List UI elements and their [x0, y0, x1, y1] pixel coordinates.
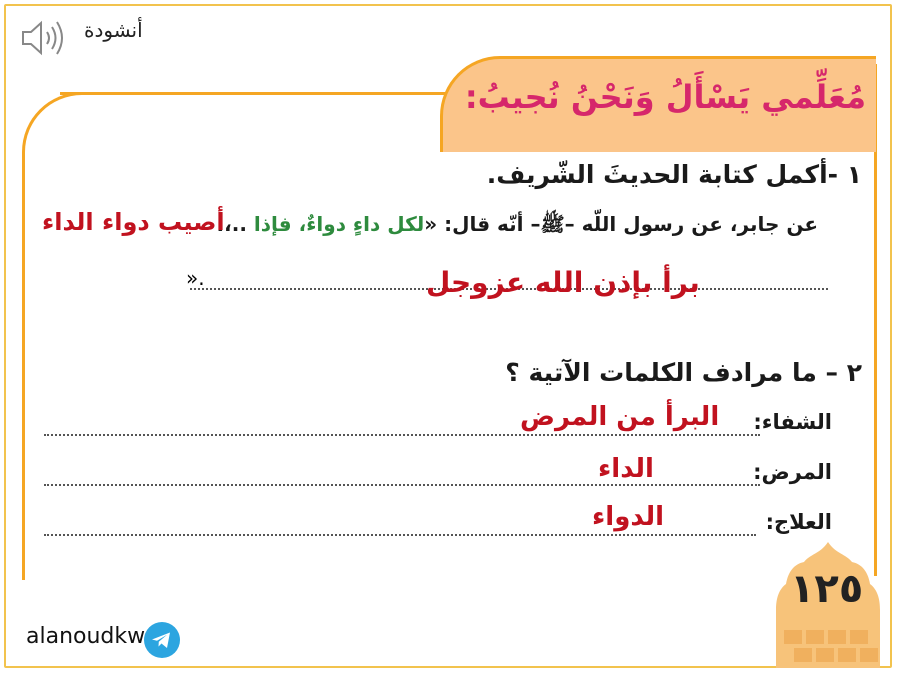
synonym-answer-marad: الداء: [598, 454, 654, 484]
synonym-answer-shifa: البرأ من المرض: [520, 402, 720, 432]
page-number: ١٢٥: [790, 566, 864, 612]
hadith-intro: عن جابر، عن رسول اللّه –ﷺ– أنّه قال: «: [424, 212, 818, 236]
synonym-label-shifa: الشفاء:: [753, 410, 832, 434]
hadith-quote: لكل داءٍ دواءٌ، فإذا: [253, 212, 425, 236]
question-1-prompt: ١ -أكمل كتابة الحديثَ الشّريف.: [486, 160, 862, 189]
decorative-border-left: [22, 190, 25, 580]
hadith-text: عن جابر، عن رسول اللّه –ﷺ– أنّه قال: «لكل داءٍ دواءٌ، فإذا ..،.: [216, 212, 818, 236]
question-2-prompt: ٢ – ما مرادف الكلمات الآتية ؟: [505, 358, 862, 387]
audio-label[interactable]: أنشودة: [84, 18, 143, 42]
speaker-icon[interactable]: [20, 18, 68, 58]
synonym-label-marad: المرض:: [753, 460, 832, 484]
telegram-icon[interactable]: [144, 622, 180, 658]
answer-1-part-2: برأ بإذن الله عزوجل: [426, 266, 700, 299]
synonym-answer-ilaj: الدواء: [592, 502, 665, 532]
section-title: مُعَلِّمي يَسْأَلُ وَنَحْنُ نُجيبُ:: [464, 78, 866, 116]
decorative-border-top: [60, 92, 460, 95]
closing-quote: ».: [186, 266, 205, 290]
watermark-label: alanoudkw: [26, 624, 146, 649]
synonym-label-ilaj: العلاج:: [765, 510, 832, 534]
answer-1-part-1: أصيب دواء الداء: [42, 208, 225, 236]
